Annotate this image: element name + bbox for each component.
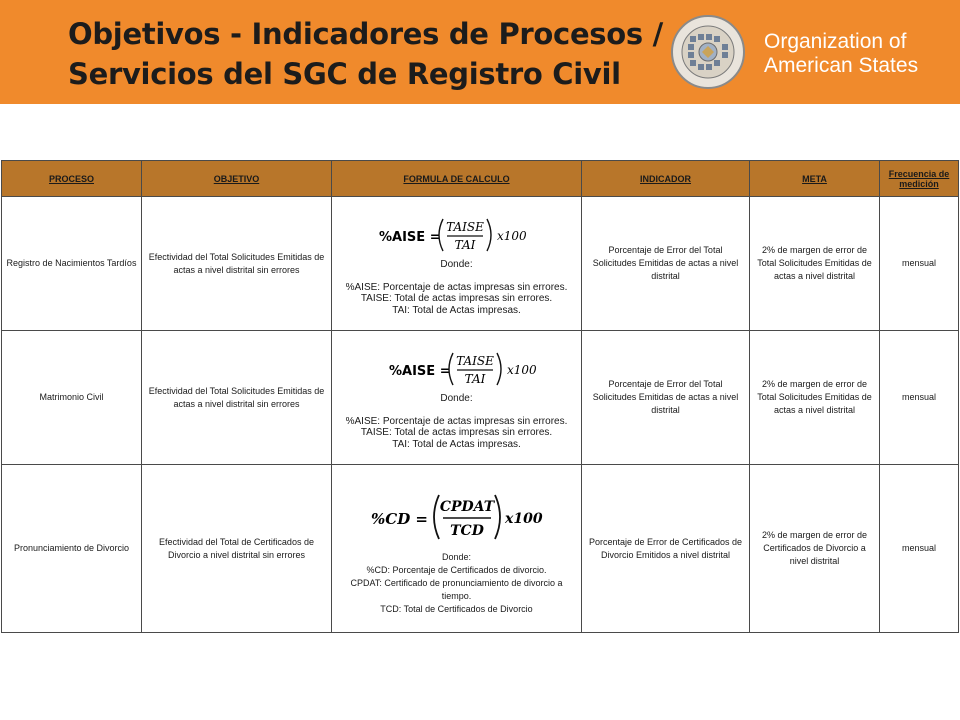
cell-indicador: Porcentaje de Error de Certificados de Divorcio Emitidos a nivel distrital: [582, 465, 750, 633]
definition-line: CPDAT: Certificado de pronunciamiento de divorcio a tiempo.: [350, 578, 563, 601]
donde-label: Donde:: [440, 259, 473, 270]
formula-definitions: [336, 551, 577, 616]
definition-line: TAI: Total de Actas impresas.: [392, 304, 521, 316]
equation-factor: x100: [496, 229, 527, 243]
equation-graphic: [387, 345, 547, 393]
title-line-2: Servicios del SGC de Registro Civil: [68, 57, 621, 91]
equation-factor: x100: [506, 363, 537, 377]
slide-title: [68, 14, 668, 94]
org-name-line-2: American States: [764, 54, 919, 77]
equation-lhs: %AISE =: [378, 230, 441, 245]
formula-definitions: [336, 259, 577, 316]
organization-name: [764, 30, 918, 78]
column-header-formula: FORMULA DE CALCULO: [332, 161, 582, 197]
cell-proceso: Matrimonio Civil: [2, 331, 142, 465]
column-header-objetivo: OBJETIVO: [142, 161, 332, 197]
table-row: [2, 197, 959, 331]
cell-objetivo: Efectividad del Total Solicitudes Emitidas de actas a nivel distrital sin errores: [142, 197, 332, 331]
formula-equation: [336, 211, 577, 259]
indicators-table: [1, 160, 959, 633]
cell-frecuencia: mensual: [880, 331, 959, 465]
column-header-proceso: PROCESO: [2, 161, 142, 197]
definition-line: TCD: Total de Certificados de Divorcio: [380, 604, 533, 614]
cell-meta: 2% de margen de error de Total Solicitudes Emitidas de actas a nivel distrital: [750, 331, 880, 465]
equation-numerator: TAISE: [455, 354, 494, 368]
definition-line: %AISE: Porcentaje de actas impresas sin errores.: [345, 415, 568, 427]
equation-lhs: %AISE =: [388, 364, 451, 379]
cell-objetivo: Efectividad del Total Solicitudes Emitidas de actas a nivel distrital sin errores: [142, 331, 332, 465]
cell-proceso: Registro de Nacimientos Tardíos: [2, 197, 142, 331]
equation-denominator: TAI: [464, 372, 485, 386]
definition-line: %AISE: Porcentaje de actas impresas sin errores.: [345, 281, 568, 293]
cell-proceso: Pronunciamiento de Divorcio: [2, 465, 142, 633]
formula-equation: [336, 481, 577, 551]
formula-definitions: [336, 393, 577, 450]
definition-line: TAISE: Total de actas impresas sin errores.: [360, 427, 553, 438]
cell-formula: [332, 197, 582, 331]
cell-indicador: Porcentaje de Error del Total Solicitudes Emitidas de actas a nivel distrital: [582, 197, 750, 331]
table-row: [2, 331, 959, 465]
equation-denominator: TCD: [449, 523, 484, 539]
equation-denominator: TAI: [454, 238, 475, 252]
table-header-row: [2, 161, 959, 197]
table-row: [2, 465, 959, 633]
cell-indicador: Porcentaje de Error del Total Solicitudes Emitidas de actas a nivel distrital: [582, 331, 750, 465]
cell-meta: 2% de margen de error de Total Solicitudes Emitidas de actas a nivel distrital: [750, 197, 880, 331]
cell-frecuencia: mensual: [880, 465, 959, 633]
org-name-line-1: Organization of: [764, 30, 907, 53]
definition-line: TAISE: Total de actas impresas sin errores.: [360, 293, 553, 304]
formula-equation: [336, 345, 577, 393]
donde-label: Donde:: [440, 393, 473, 404]
donde-label: Donde:: [441, 552, 472, 562]
column-header-indicador: INDICADOR: [582, 161, 750, 197]
column-header-meta: META: [750, 161, 880, 197]
definition-line: %CD: Porcentaje de Certificados de divorcio.: [366, 565, 547, 575]
cell-formula: [332, 465, 582, 633]
oas-seal-logo: [670, 14, 746, 90]
cell-frecuencia: mensual: [880, 197, 959, 331]
equation-numerator: TAISE: [445, 220, 484, 234]
cell-meta: 2% de margen de error de Certificados de Divorcio a nivel distrital: [750, 465, 880, 633]
title-line-1: Objetivos - Indicadores de Procesos /: [68, 17, 663, 51]
cell-objetivo: Efectividad del Total de Certificados de Divorcio a nivel distrital sin errores: [142, 465, 332, 633]
equation-lhs: %CD =: [370, 510, 428, 528]
column-header-frecuencia: Frecuencia de medición: [880, 161, 959, 197]
cell-formula: [332, 331, 582, 465]
equation-graphic: [369, 489, 545, 545]
equation-factor: x100: [504, 511, 543, 527]
equation-numerator: CPDAT: [439, 499, 494, 515]
definition-line: TAI: Total de Actas impresas.: [392, 438, 521, 450]
equation-graphic: [377, 211, 537, 259]
